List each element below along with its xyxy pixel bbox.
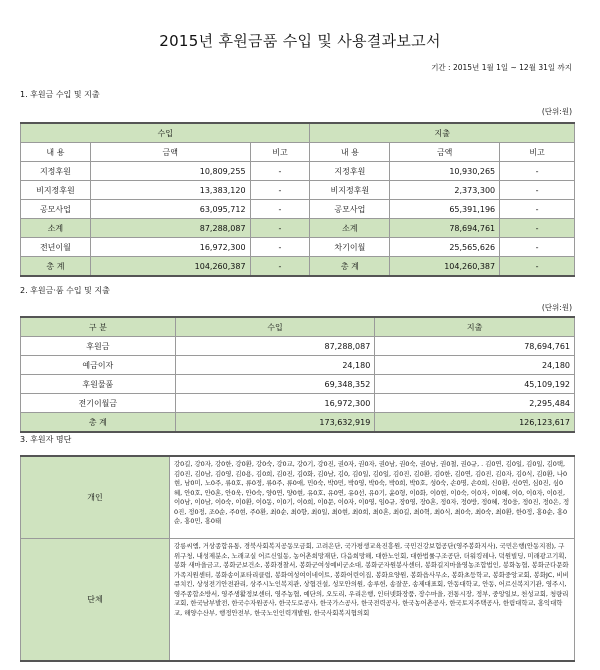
- col-income: 수입: [175, 317, 375, 337]
- section2-heading: 2. 후원금·품 수입 및 지출: [20, 286, 110, 295]
- col-note: 비고: [500, 143, 575, 162]
- income-header: 수입: [21, 123, 310, 143]
- section2-unit: (단위:원): [541, 303, 572, 312]
- table-subheader-row: [21, 143, 575, 162]
- total-row: 총 계 173,632,919 126,123,617: [21, 413, 575, 433]
- report-period: 기간 : 2015년 1월 1일 ~ 12월 31일 까지: [431, 63, 572, 72]
- table-header-row: [21, 317, 575, 337]
- section1-heading: 1. 후원금 수입 및 지출: [20, 90, 100, 99]
- col-item: 내 용: [310, 143, 390, 162]
- income-expense-table: [20, 122, 575, 277]
- donation-goods-table: [20, 316, 575, 433]
- col-amount: 금액: [90, 143, 250, 162]
- section3-heading: 3. 후원자 명단: [20, 435, 72, 444]
- carry-row: 전년이월 16,972,300 - 차기이월 25,565,626 -: [21, 238, 575, 257]
- table-row: 후원금 87,288,087 78,694,761: [21, 337, 575, 356]
- table-row: 지정후원 10,809,255 - 지정후원 10,930,265 -: [21, 162, 575, 181]
- donor-list-table: [20, 455, 575, 662]
- col-expense: 지출: [375, 317, 575, 337]
- col-amount: 금액: [390, 143, 500, 162]
- section1-unit: (단위:원): [541, 107, 572, 116]
- table-row: 전기이월금 16,972,300 2,295,484: [21, 394, 575, 413]
- table-row: 예금이자 24,180 24,180: [21, 356, 575, 375]
- table-row: 비지정후원 13,383,120 - 비지정후원 2,373,300 -: [21, 181, 575, 200]
- col-item: 내 용: [21, 143, 91, 162]
- page-title: 2015년 후원금품 수입 및 사용결과보고서: [159, 32, 441, 50]
- individual-names: 강0길, 강0자, 강0한, 강0환, 강0숙, 강0교, 강0기, 강0진, 권0자, 권0자, 권0남, 권0숙, 권0남, 권0철, 권0규, . 김0연, 김0일, 김0일, 김0택, 김0진, 김0남, 김0영, 김0용, 김0희, 김0진, 김0화, 김0남, 김0, 김0일, 김0일, 김0진, 김0환, 김0한, 김0연, 김0진, 김0자, 김0식, 김0환, 나0현, 남0미, 노0주, 류0호, 류0정, 류0주, 류0애, 민0숙, 박0민, 박0영, 박0숙, 박0희, 박0호, 성0숙, 손0명, 손0희, 신0환, 신0연, 심0진, 심0혜, 안0호, 안0혼, 안0욱, 안0숙, 양0연, 양0현, 유0호, 유0연, 유0선, 유0기, 윤0형, 이0화, 이0현, 이0숙, 이0자, 이0혜, 이0, 이0자, 이0진, 이0남, 이0남, 이0숙, 이0환, 이0동, 이0기, 이0희, 이0문, 이0자, 이0영, 임0규, 장0영, 장0혼, 정0자, 정0방, 정0혜, 정0웅, 정0진, 정0은, 정0진, 정0정, 조0순, 주0현, 주0환, 최0순, 최0향, 최0일, 최0현, 최0희, 최0혼, 최0길, 최0혁, 최0식, 최0숙, 최0숙, 최0환, 한0정, 홍0순, 홍0순, 홍0민, 홍0태: [170, 456, 575, 539]
- expense-header: 지출: [310, 123, 575, 143]
- col-type: 구 분: [21, 317, 176, 337]
- table-header-row: [21, 123, 575, 143]
- table-row: [21, 456, 575, 539]
- total-row: 총 계 104,260,387 - 총 계 104,260,387 -: [21, 257, 575, 277]
- col-note: 비고: [250, 143, 310, 162]
- group-names: 강릉씨엠, 거상종합유통, 경북사회복지공동모금회, 고려은단, 국가평생교육진흥원, 국민건강보험공단(영주봉화지사), 국민은행(안동지점), 구위구청, 내성제분소, 노래교실 어르신일동, 농어촌희망재단, 다음희망해, 대한노인회, 대한법률구조공단, 더워킹레나, 덕원빌딩, 미래광고기획, 봉화 새마을금고, 봉화군보건소, 봉화경찰서, 봉화군여성예비군소대, 봉화군자원봉사센터, 봉화길지마을영농조합법인, 봉화농협, 봉화군다문화가족지원센터, 봉화송이포타리클럽, 봉화여성여이네이트, 봉화어린이집, 봉화요양원, 봉화읍사무소, 봉화초등학교, 봉화중앙교회, 봉화JC, 비비큐치킨, 상성전기안전관리, 상주시노인복지관, 상협건설, 성모안의원, 송루헌, 송잘꾼, 송제대표회, 안동대학교, 안동, 어르신복지기관, 영주시, 영주종합소방서, 영주생활정보센터, 영주농협, 예단의, 오도리, 우리은행, 인터넷화장품, 장수마을, 전통시장, 정부, 중앙일보, 천성교회, 청량리교회, 한국남부발전, 한국수자원공사, 한국도로공사, 한국가스공사, 한국전력공사, 한국농어촌공사, 한국토지주택공사, 한림대학교, 홍익대학교, 해양수산부, 행정안전부, 한국노인인력개발원, 한국사회복지협의회: [170, 539, 575, 662]
- table-row: 공모사업 63,095,712 - 공모사업 65,391,196 -: [21, 200, 575, 219]
- group-label: 단체: [21, 539, 170, 662]
- subtotal-row: 소계 87,288,087 - 소계 78,694,761 -: [21, 219, 575, 238]
- table-row: [21, 539, 575, 662]
- individual-label: 개인: [21, 456, 170, 539]
- table-row: 후원물품 69,348,352 45,109,192: [21, 375, 575, 394]
